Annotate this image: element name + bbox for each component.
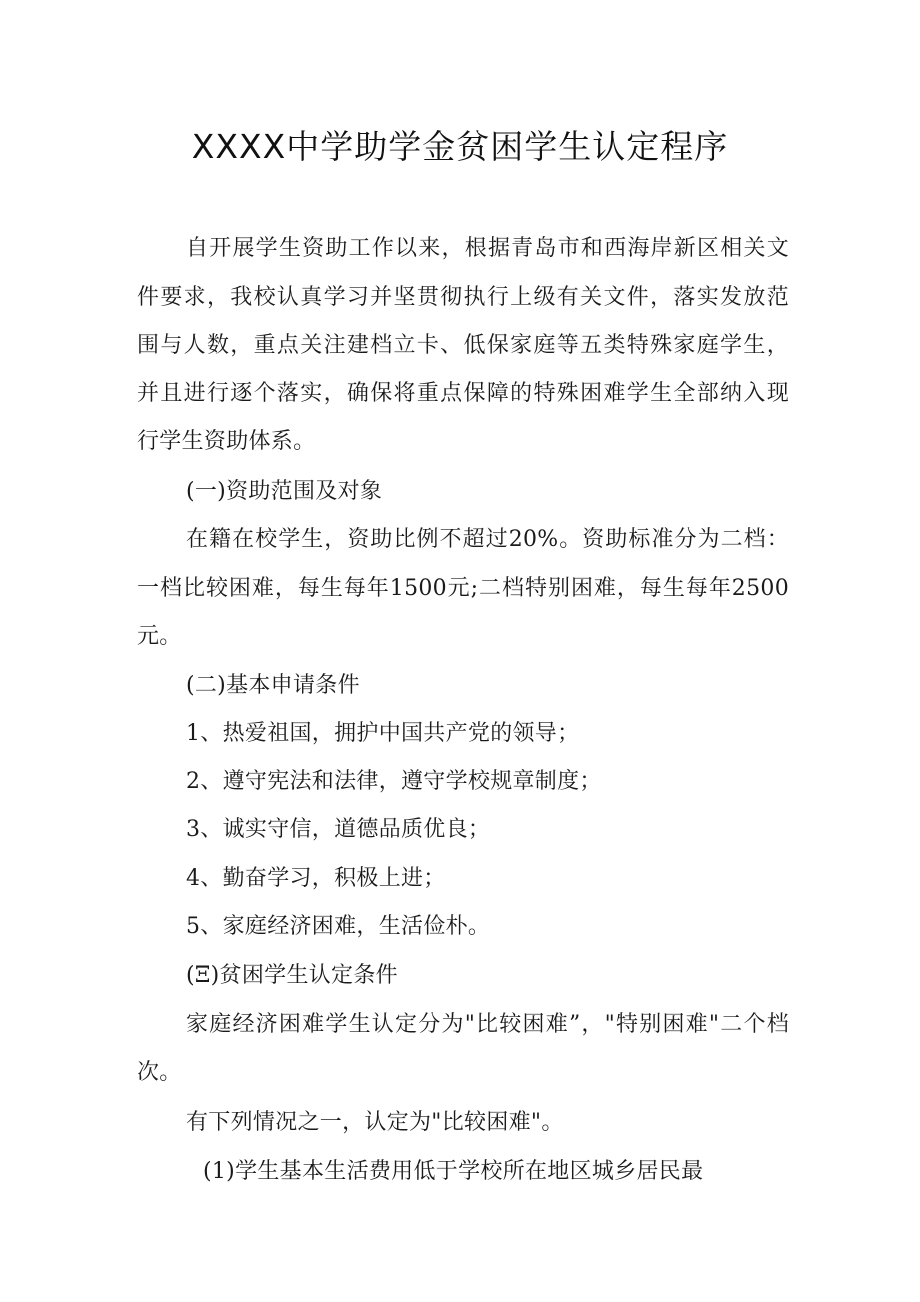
list-item: 2、遵守宪法和法律，遵守学校规章制度； xyxy=(186,769,602,794)
list-item: 1、热爱祖国，拥护中国共产党的领导； xyxy=(186,721,580,746)
paragraph-line: 并且进行逐个落实，确保将重点保障的特殊困难学生全部纳入现 xyxy=(137,381,789,406)
section-heading: (二)基本申请条件 xyxy=(186,673,360,698)
list-item: 3、诚实守信，道德品质优良； xyxy=(186,817,491,842)
paragraph-line: 一档比较困难，每生每年1500元;二档特别困难，每生每年2500 xyxy=(137,576,789,601)
list-item: 4、勤奋学习，积极上进； xyxy=(186,866,446,891)
paragraph-line: 家庭经济困难学生认定分为"比较困难”，"特别困难"二个档 xyxy=(186,1012,789,1037)
paragraph-line: 次。 xyxy=(137,1060,182,1085)
paragraph-line: 自开展学生资助工作以来，根据青岛市和西海岸新区相关文 xyxy=(186,236,789,261)
paragraph-line: 件要求，我校认真学习并坚贯彻执行上级有关文件，落实发放范 xyxy=(137,285,789,310)
paragraph-line: 围与人数，重点关注建档立卡、低保家庭等五类特殊家庭学生， xyxy=(137,333,789,358)
paragraph-line: 行学生资助体系。 xyxy=(137,429,316,454)
list-item: 5、家庭经济困难，生活俭朴。 xyxy=(186,914,491,939)
section-heading: (Ξ)贫困学生认定条件 xyxy=(186,963,398,988)
document-title: XXXX中学助学金贫困学生认定程序 xyxy=(191,127,729,166)
section-heading: (一)资助范围及对象 xyxy=(186,479,383,504)
paragraph-line: (1)学生基本生活费用低于学校所在地区城乡居民最 xyxy=(203,1159,704,1184)
paragraph-line: 元。 xyxy=(137,624,182,649)
paragraph-line: 有下列情况之一，认定为"比较困难"。 xyxy=(186,1110,564,1135)
paragraph-line: 在籍在校学生，资助比例不超过20%。资助标准分为二档： xyxy=(186,527,789,552)
